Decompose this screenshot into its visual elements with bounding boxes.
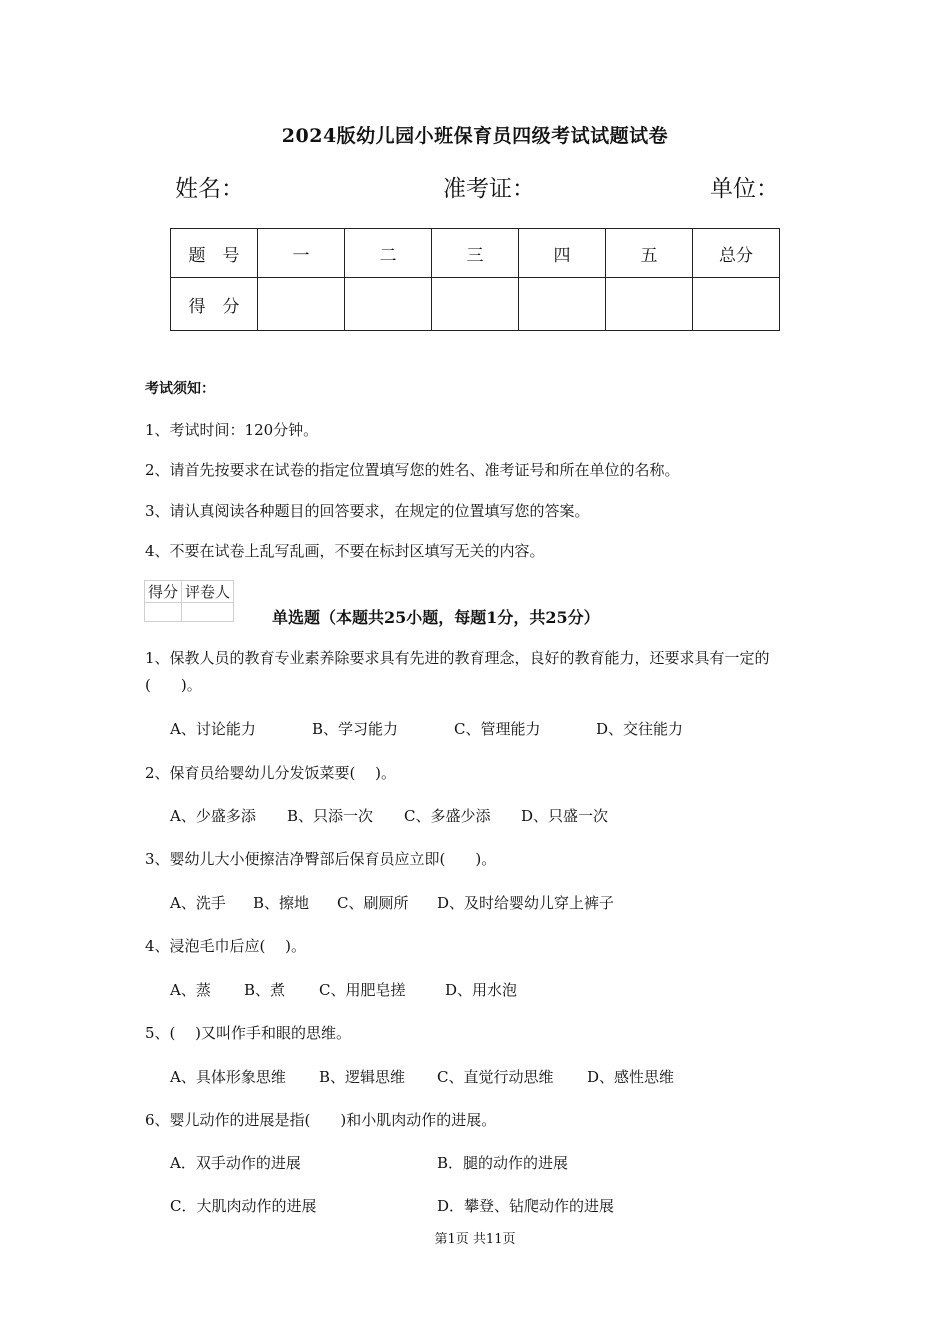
score-input-cell[interactable] bbox=[693, 278, 780, 331]
option[interactable]: B、擦地 bbox=[253, 894, 310, 912]
option[interactable]: D、及时给婴幼儿穿上裤子 bbox=[437, 894, 615, 912]
question-text: 1、保教人员的教育专业素养除要求具有先进的教育理念，良好的教育能力，还要求具有一定的( )。 bbox=[145, 649, 770, 694]
score-table-cell: 题 号 bbox=[171, 229, 258, 278]
option[interactable]: A、洗手 bbox=[170, 894, 226, 912]
option[interactable]: C、直觉行动思维 bbox=[437, 1068, 554, 1086]
score-table-cell: 一 bbox=[258, 229, 345, 278]
score-table-cell: 二 bbox=[345, 229, 432, 278]
name-label: 姓名： bbox=[175, 176, 244, 202]
question-text: 6、婴儿动作的进展是指( )和小肌肉动作的进展。 bbox=[145, 1111, 497, 1129]
option[interactable]: C、用肥皂搓 bbox=[319, 981, 406, 999]
option[interactable]: D．攀登、钻爬动作的进展 bbox=[437, 1197, 615, 1215]
option[interactable]: D、感性思维 bbox=[587, 1068, 675, 1086]
question-text: 5、( )又叫作手和眼的思维。 bbox=[145, 1024, 352, 1042]
option[interactable]: D、用水泡 bbox=[445, 981, 518, 999]
option[interactable]: B、逻辑思维 bbox=[319, 1068, 406, 1086]
option[interactable]: D、交往能力 bbox=[596, 720, 684, 738]
score-table-cell: 五 bbox=[606, 229, 693, 278]
question-text: 3、婴幼儿大小便擦洁净臀部后保育员应立即( )。 bbox=[145, 850, 497, 868]
grader-box bbox=[144, 580, 234, 622]
unit-label: 单位： bbox=[710, 176, 779, 202]
option[interactable]: C．大肌肉动作的进展 bbox=[170, 1197, 317, 1215]
score-table-header-row bbox=[171, 229, 780, 278]
notice-item: 1、考试时间：120分钟。 bbox=[145, 421, 319, 439]
option[interactable]: A．双手动作的进展 bbox=[170, 1154, 301, 1172]
option[interactable]: C、刷厕所 bbox=[337, 894, 409, 912]
option[interactable]: B．腿的动作的进展 bbox=[437, 1154, 569, 1172]
notice-item: 2、请首先按要求在试卷的指定位置填写您的姓名、准考证号和所在单位的名称。 bbox=[145, 461, 680, 479]
option[interactable]: A、讨论能力 bbox=[170, 720, 256, 738]
option[interactable]: B、学习能力 bbox=[312, 720, 399, 738]
notice-title: 考试须知： bbox=[145, 381, 215, 397]
notice-item: 3、请认真阅读各种题目的回答要求，在规定的位置填写您的答案。 bbox=[145, 502, 590, 520]
option[interactable]: A、具体形象思维 bbox=[170, 1068, 286, 1086]
option[interactable]: C、多盛少添 bbox=[404, 807, 491, 825]
page-title: 2024版幼儿园小班保育员四级考试试题试卷 bbox=[281, 125, 669, 147]
score-row-label: 得 分 bbox=[171, 278, 258, 331]
score-input-cell[interactable] bbox=[606, 278, 693, 331]
question-text: 4、浸泡毛巾后应( )。 bbox=[145, 937, 307, 955]
section-title: 单选题（本题共25小题，每题1分，共25分） bbox=[272, 608, 600, 627]
page-footer: 第1页 共11页 bbox=[434, 1232, 516, 1247]
notice-item: 4、不要在试卷上乱写乱画，不要在标封区填写无关的内容。 bbox=[145, 542, 545, 560]
grader-score-label: 得分 bbox=[145, 581, 182, 603]
option[interactable]: C、管理能力 bbox=[454, 720, 541, 738]
score-table bbox=[170, 228, 780, 331]
score-table-score-row bbox=[171, 278, 780, 331]
question-text: 2、保育员给婴幼儿分发饭菜要( )。 bbox=[145, 764, 397, 782]
option[interactable]: B、只添一次 bbox=[287, 807, 374, 825]
score-table-cell: 总分 bbox=[693, 229, 780, 278]
exam-number-label: 准考证： bbox=[443, 176, 535, 202]
grader-score-cell[interactable] bbox=[145, 603, 182, 622]
option[interactable]: A、蒸 bbox=[170, 981, 211, 999]
score-input-cell[interactable] bbox=[432, 278, 519, 331]
score-table-cell: 四 bbox=[519, 229, 606, 278]
score-input-cell[interactable] bbox=[345, 278, 432, 331]
score-table-cell: 三 bbox=[432, 229, 519, 278]
option[interactable]: D、只盛一次 bbox=[521, 807, 609, 825]
score-input-cell[interactable] bbox=[258, 278, 345, 331]
grader-reviewer-cell[interactable] bbox=[182, 603, 234, 622]
grader-reviewer-label: 评卷人 bbox=[182, 581, 234, 603]
score-input-cell[interactable] bbox=[519, 278, 606, 331]
option[interactable]: B、煮 bbox=[244, 981, 286, 999]
candidate-info bbox=[0, 170, 950, 204]
option[interactable]: A、少盛多添 bbox=[170, 807, 256, 825]
